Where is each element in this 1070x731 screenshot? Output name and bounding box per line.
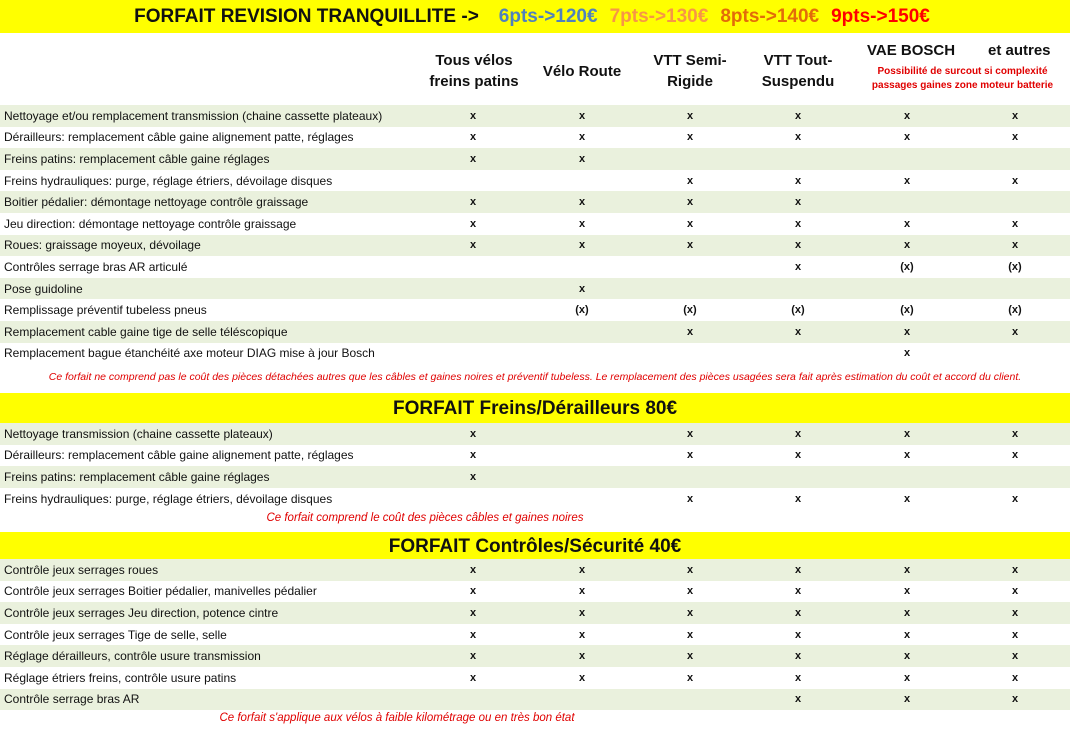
table-row (0, 127, 1070, 149)
row-cell: x (794, 109, 802, 122)
table-row (0, 191, 1070, 213)
row-cell: x (469, 563, 477, 576)
row-cell: x (686, 585, 694, 598)
row-cell: x (794, 650, 802, 663)
row-label: Remplissage préventif tubeless pneus (4, 303, 207, 318)
row-cell: x (686, 239, 694, 252)
row-cell: (x) (1008, 260, 1022, 273)
row-cell: x (578, 628, 586, 641)
row-cell: x (578, 109, 586, 122)
section-freins-derailleurs-note: Ce forfait comprend le coût des pièces câbles et gaines noires (266, 512, 584, 524)
table-row (0, 278, 1070, 300)
row-cell: x (578, 217, 586, 230)
price-9pts: 9pts->150€ (831, 5, 930, 27)
row-cell: x (578, 196, 586, 209)
column-header-tous-velos (423, 38, 525, 104)
row-cell: x (578, 563, 586, 576)
table-row (0, 445, 1070, 467)
row-cell: x (469, 131, 477, 144)
row-cell: x (469, 239, 477, 252)
row-cell: x (686, 449, 694, 462)
row-cell: x (1011, 109, 1019, 122)
table-row (0, 581, 1070, 603)
column-header-line: freins patins (429, 73, 519, 90)
vae-note-line: passages gaines zone moteur batterie (871, 80, 1054, 91)
row-cell: x (794, 174, 802, 187)
row-cell: x (1011, 693, 1019, 706)
row-cell: x (469, 470, 477, 483)
row-label: Dérailleurs: remplacement câble gaine alignement patte, réglages (4, 130, 354, 145)
table-row (0, 148, 1070, 170)
row-cell: x (903, 585, 911, 598)
row-cell: x (903, 650, 911, 663)
row-cell: x (1011, 563, 1019, 576)
table-row (0, 624, 1070, 646)
row-label: Roues: graissage moyeux, dévoilage (4, 238, 201, 253)
row-cell: x (578, 671, 586, 684)
row-cell: x (686, 217, 694, 230)
section-controles-note: Ce forfait s'applique aux vélos à faible kilométrage ou en très bon état (219, 712, 575, 724)
section-freins-derailleurs-title: FORFAIT Freins/Dérailleurs 80€ (392, 397, 678, 419)
price-8pts: 8pts->140€ (720, 5, 820, 27)
vae-title: VAE BOSCH (867, 42, 956, 59)
row-cell: (x) (900, 304, 914, 317)
row-cell: x (469, 217, 477, 230)
row-cell: x (1011, 325, 1019, 338)
row-cell: x (1011, 449, 1019, 462)
row-cell: x (903, 492, 911, 505)
row-cell: x (469, 152, 477, 165)
row-cell: (x) (575, 304, 589, 317)
section-controles-banner (0, 532, 1070, 562)
table-row (0, 256, 1070, 278)
row-cell: x (1011, 131, 1019, 144)
column-header-line: Suspendu (761, 73, 835, 90)
row-label: Contrôle jeux serrages roues (4, 562, 159, 577)
table-row (0, 213, 1070, 235)
row-cell: (x) (1008, 304, 1022, 317)
price-6pts: 6pts->120€ (498, 5, 598, 27)
row-cell: x (578, 282, 586, 295)
row-cell: x (794, 693, 802, 706)
row-label: Contrôle jeux serrages Jeu direction, potence cintre (4, 605, 279, 620)
row-cell: x (469, 109, 477, 122)
row-cell: x (686, 109, 694, 122)
column-header-line: VTT Tout- (763, 52, 833, 69)
row-cell: x (1011, 650, 1019, 663)
row-label: Nettoyage et/ou remplacement transmission (chaine cassette plateaux) (4, 108, 383, 123)
table-row (0, 488, 1070, 510)
row-label: Contrôle jeux serrages Boitier pédalier, manivelles pédalier (4, 584, 317, 599)
row-cell: x (686, 563, 694, 576)
row-cell: x (1011, 239, 1019, 252)
table-row (0, 235, 1070, 257)
header-banner (0, 0, 1070, 33)
row-cell: x (469, 585, 477, 598)
row-cell: x (794, 260, 802, 273)
row-cell: x (686, 196, 694, 209)
table-row (0, 343, 1070, 365)
row-cell: x (903, 606, 911, 619)
row-cell: x (903, 239, 911, 252)
table-row (0, 170, 1070, 192)
row-cell: x (469, 449, 477, 462)
row-cell: x (686, 671, 694, 684)
row-cell: x (686, 131, 694, 144)
row-cell: x (686, 492, 694, 505)
row-cell: x (686, 174, 694, 187)
table-row (0, 423, 1070, 445)
column-header-line: Rigide (667, 73, 713, 90)
table-row (0, 299, 1070, 321)
column-header-line: Tous vélos (435, 52, 513, 69)
column-header-velo-route (532, 38, 632, 104)
row-cell: (x) (683, 304, 697, 317)
row-cell: x (903, 628, 911, 641)
vae-extra: et autres (988, 42, 1051, 59)
row-cell: x (903, 174, 911, 187)
row-cell: x (794, 563, 802, 576)
vae-surcharge-note (855, 65, 1070, 93)
header-title: FORFAIT REVISION TRANQUILLITE -> (134, 5, 479, 27)
row-cell: x (469, 427, 477, 440)
row-cell: x (903, 217, 911, 230)
row-cell: x (469, 196, 477, 209)
row-label: Boitier pédalier: démontage nettoyage contrôle graissage (4, 195, 309, 210)
row-cell: x (794, 671, 802, 684)
table-row (0, 105, 1070, 127)
row-cell: x (903, 347, 911, 360)
row-label: Pose guidoline (4, 281, 83, 296)
table-row (0, 602, 1070, 624)
row-cell: x (469, 606, 477, 619)
row-cell: x (686, 325, 694, 338)
row-cell: x (903, 693, 911, 706)
column-header-vtt-tout-suspendu (748, 38, 848, 104)
row-cell: x (1011, 174, 1019, 187)
row-label: Contrôles serrage bras AR articulé (4, 259, 188, 274)
row-cell: x (1011, 671, 1019, 684)
row-label: Freins patins: remplacement câble gaine réglages (4, 151, 270, 166)
row-label: Freins hydrauliques: purge, réglage étriers, dévoilage disques (4, 491, 333, 506)
row-cell: x (794, 585, 802, 598)
row-cell: x (794, 427, 802, 440)
row-cell: x (686, 628, 694, 641)
row-cell: x (1011, 585, 1019, 598)
row-label: Dérailleurs: remplacement câble gaine alignement patte, réglages (4, 448, 354, 463)
row-label: Contrôle jeux serrages Tige de selle, selle (4, 627, 227, 642)
column-header-line: Vélo Route (542, 62, 622, 80)
row-cell: x (578, 131, 586, 144)
row-cell: x (794, 606, 802, 619)
row-cell: x (903, 427, 911, 440)
table-row (0, 559, 1070, 581)
row-cell: x (903, 325, 911, 338)
row-cell: x (794, 217, 802, 230)
row-cell: x (1011, 628, 1019, 641)
row-cell: x (903, 671, 911, 684)
row-cell: x (686, 650, 694, 663)
row-cell: x (1011, 427, 1019, 440)
price-7pts: 7pts->130€ (609, 5, 709, 27)
row-cell: x (578, 585, 586, 598)
row-cell: x (794, 492, 802, 505)
row-cell: x (1011, 606, 1019, 619)
column-header-vtt-semi-rigide (640, 38, 740, 104)
row-cell: x (686, 606, 694, 619)
section-freins-derailleurs-banner (0, 393, 1070, 424)
row-cell: x (794, 628, 802, 641)
row-label: Jeu direction: démontage nettoyage contrôle graissage (4, 216, 297, 231)
table-row (0, 645, 1070, 667)
row-cell: x (794, 131, 802, 144)
section-controles-title: FORFAIT Contrôles/Sécurité 40€ (388, 536, 682, 557)
row-cell: x (469, 650, 477, 663)
row-label: Contrôle serrage bras AR (4, 692, 140, 707)
row-cell: x (794, 325, 802, 338)
row-cell: x (903, 449, 911, 462)
row-cell: x (794, 449, 802, 462)
table-row (0, 321, 1070, 343)
row-cell: x (578, 606, 586, 619)
row-cell: (x) (900, 260, 914, 273)
row-label: Freins patins: remplacement câble gaine réglages (4, 469, 270, 484)
row-cell: x (903, 109, 911, 122)
column-header-line: VTT Semi- (653, 52, 727, 69)
row-cell: x (794, 239, 802, 252)
row-cell: x (578, 152, 586, 165)
row-cell: x (903, 563, 911, 576)
row-cell: x (578, 650, 586, 663)
row-label: Nettoyage transmission (chaine cassette plateaux) (4, 426, 273, 441)
row-label: Remplacement cable gaine tige de selle téléscopique (4, 324, 288, 339)
row-cell: x (469, 628, 477, 641)
row-cell: x (686, 427, 694, 440)
row-cell: x (469, 671, 477, 684)
row-cell: x (1011, 492, 1019, 505)
row-cell: x (1011, 217, 1019, 230)
row-cell: x (903, 131, 911, 144)
table-row (0, 667, 1070, 689)
table-row (0, 466, 1070, 488)
vae-note-line: Possibilité de surcout si complexité (877, 66, 1048, 77)
column-header-vae-bosch (855, 40, 1070, 104)
row-cell: (x) (791, 304, 805, 317)
row-cell: x (578, 239, 586, 252)
row-label: Remplacement bague étanchéité axe moteur DIAG mise à jour Bosch (4, 346, 375, 361)
table-row (0, 689, 1070, 711)
row-label: Réglage dérailleurs, contrôle usure transmission (4, 649, 261, 664)
row-cell: x (794, 196, 802, 209)
row-label: Réglage étriers freins, contrôle usure patins (4, 670, 237, 685)
row-label: Freins hydrauliques: purge, réglage étriers, dévoilage disques (4, 173, 333, 188)
section-revision-note: Ce forfait ne comprend pas le coût des pièces détachées autres que les câbles et gaines noires et préventif tubeless. Le remplacement des pièces usagées sera fait après estimation du coût et accord du client. (48, 371, 1022, 383)
